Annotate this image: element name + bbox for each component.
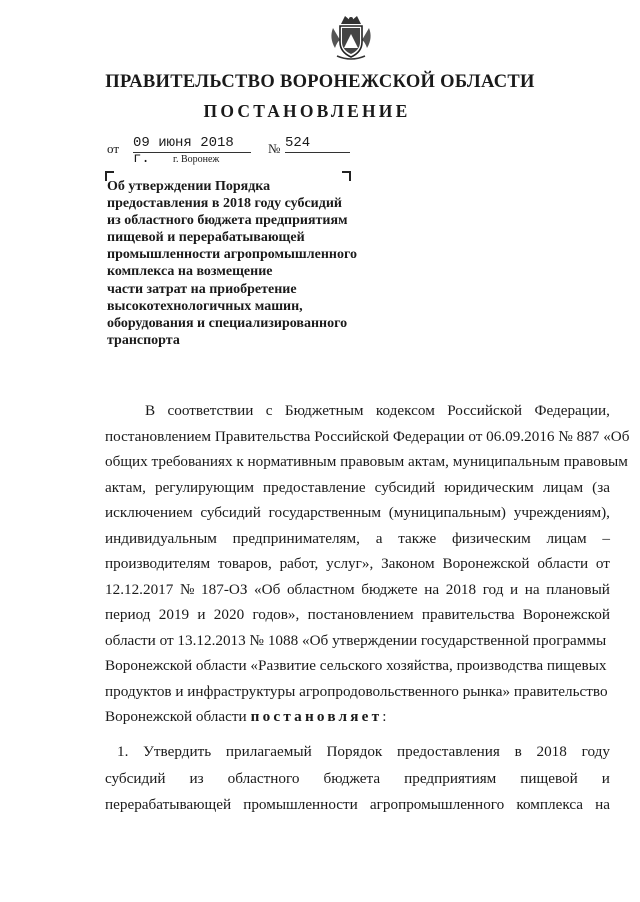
word: Воронежской области «Развитие сельского хозяйства, производства пищевых	[105, 657, 607, 674]
text-line	[105, 500, 610, 526]
word: Утвердить	[143, 743, 212, 760]
word: 2020	[213, 606, 245, 623]
word: Федерации,	[534, 402, 610, 419]
word: и	[510, 580, 519, 598]
word: товаров,	[217, 555, 272, 572]
word: государственным	[268, 504, 381, 521]
word: на	[424, 580, 440, 598]
subject-line: комплекса на возмещение	[107, 264, 273, 280]
word: индивидуальным	[105, 529, 217, 547]
word: кодексом	[375, 402, 435, 419]
text-line	[105, 398, 610, 424]
word: агропромышленного	[369, 796, 505, 813]
document-date: 09 июня 2018 г.	[133, 135, 251, 153]
word: регулирующим	[154, 478, 254, 496]
word: физическим	[451, 529, 531, 547]
word: работ,	[279, 555, 319, 572]
text-line	[105, 766, 610, 793]
word: Бюджетным	[284, 402, 364, 419]
word: общих требованиях к нормативным правовым актам, муниципальным правовым	[105, 453, 628, 470]
word: предприятиям	[404, 769, 497, 787]
word: исключением	[105, 504, 193, 521]
document-number: 524	[285, 135, 350, 153]
word: учреждениям),	[513, 504, 610, 521]
word: 2018	[445, 580, 477, 598]
word: услуг»,	[326, 555, 374, 572]
word: соответствии	[167, 402, 254, 419]
word: прилагаемый	[225, 743, 312, 760]
word: постановлением Правительства Российской Федерации от 06.09.2016 № 887 «Об	[105, 427, 630, 445]
word: от	[595, 555, 610, 572]
word: на	[524, 580, 540, 598]
word: «Об	[254, 580, 281, 598]
text-line	[105, 449, 628, 475]
word: области	[537, 555, 589, 572]
number-label: №	[268, 141, 281, 156]
word: комплекса	[516, 796, 583, 813]
word: перерабатывающей	[105, 796, 232, 813]
word: №	[179, 580, 195, 598]
word: предпринимателям,	[232, 529, 360, 547]
subject-line: Об утверждении Порядка	[107, 179, 271, 194]
word: субсидий	[105, 769, 166, 787]
word: В	[145, 402, 156, 419]
word: период	[105, 606, 151, 623]
word: юридическим	[444, 478, 534, 496]
word: Воронежской	[442, 555, 530, 572]
word: предоставление	[263, 478, 366, 496]
word: области от 13.12.2013 № 1088 «Об утверждении государственной программы	[105, 631, 607, 649]
word: 1.	[117, 743, 129, 760]
word: 2018	[536, 743, 567, 760]
word: году	[581, 743, 610, 760]
word: на	[595, 796, 610, 813]
word: областного	[227, 769, 300, 787]
word: 12.12.2017	[105, 580, 174, 598]
word: Законом	[381, 555, 435, 572]
subject-line: предоставления в 2018 году субсидий	[107, 196, 342, 212]
word: субсидий	[374, 478, 436, 496]
preamble-last-text: Воронежской области	[105, 708, 247, 725]
text-line	[105, 577, 610, 603]
word: предоставления	[397, 743, 500, 760]
subject-line: пищевой и перерабатывающей	[107, 230, 305, 246]
text-line	[105, 739, 610, 766]
government-title: ПРАВИТЕЛЬСТВО ВОРОНЕЖСКОЙ ОБЛАСТИ	[105, 72, 535, 92]
document-subject	[107, 178, 397, 349]
word: в	[514, 743, 522, 760]
word: 2019	[158, 606, 190, 623]
document-type: ПОСТАНОВЛЕНИЕ	[203, 101, 411, 121]
text-line	[105, 551, 610, 577]
word: продуктов и инфраструктуры агропродовольственного рынка» правительство	[105, 682, 608, 700]
text-line	[105, 475, 610, 501]
text-line	[105, 424, 630, 450]
word: год	[482, 580, 504, 598]
word: Российской	[447, 402, 523, 419]
word: и	[197, 606, 206, 623]
subject-line: промышленности агропромышленного	[107, 247, 357, 263]
word: Воронежской	[522, 606, 610, 623]
text-line	[105, 628, 610, 654]
clause-1-paragraph	[105, 739, 610, 819]
word: субсидий	[200, 504, 261, 521]
preamble-paragraph	[105, 398, 630, 730]
word: актам,	[105, 478, 146, 496]
word: лицам	[546, 529, 587, 547]
text-line	[105, 602, 610, 628]
word: бюджета	[323, 769, 381, 787]
word: Порядок	[326, 743, 383, 760]
word: плановый	[546, 580, 610, 598]
city: г. Воронеж	[173, 154, 220, 165]
word: пищевой	[520, 769, 578, 787]
word: а	[375, 529, 383, 547]
word: из	[189, 769, 204, 787]
subject-line: транспорта	[107, 332, 180, 348]
word: промышленности	[243, 796, 358, 813]
word: бюджете	[361, 580, 418, 598]
preamble-last-line	[105, 704, 610, 730]
word: (за	[592, 478, 610, 496]
word: (муниципальным)	[388, 504, 506, 521]
word: постановлением	[307, 606, 414, 623]
decree-keyword: постановляет	[250, 708, 383, 725]
subject-line: оборудования и специализированного	[107, 315, 348, 331]
word: с	[265, 402, 273, 419]
coat-of-arms-icon	[327, 12, 375, 64]
word: годов»,	[252, 606, 300, 623]
subject-line: части затрат на приобретение	[107, 281, 297, 297]
subject-line: из областного бюджета предприятиям	[107, 213, 348, 229]
word: областном	[286, 580, 355, 598]
text-line	[105, 792, 610, 819]
decree-keyword-colon: :	[382, 708, 387, 725]
word: –	[602, 529, 610, 547]
word: правительства	[421, 606, 515, 623]
word: лицам	[542, 478, 584, 496]
date-prefix: от	[107, 141, 120, 156]
word: производителям	[105, 555, 211, 572]
text-line	[105, 653, 610, 679]
subject-line: высокотехнологичных машин,	[107, 298, 303, 314]
word: 187-ОЗ	[201, 580, 248, 598]
word: также	[398, 529, 437, 547]
text-line	[105, 679, 610, 705]
word: и	[601, 769, 610, 787]
text-line	[105, 526, 610, 552]
